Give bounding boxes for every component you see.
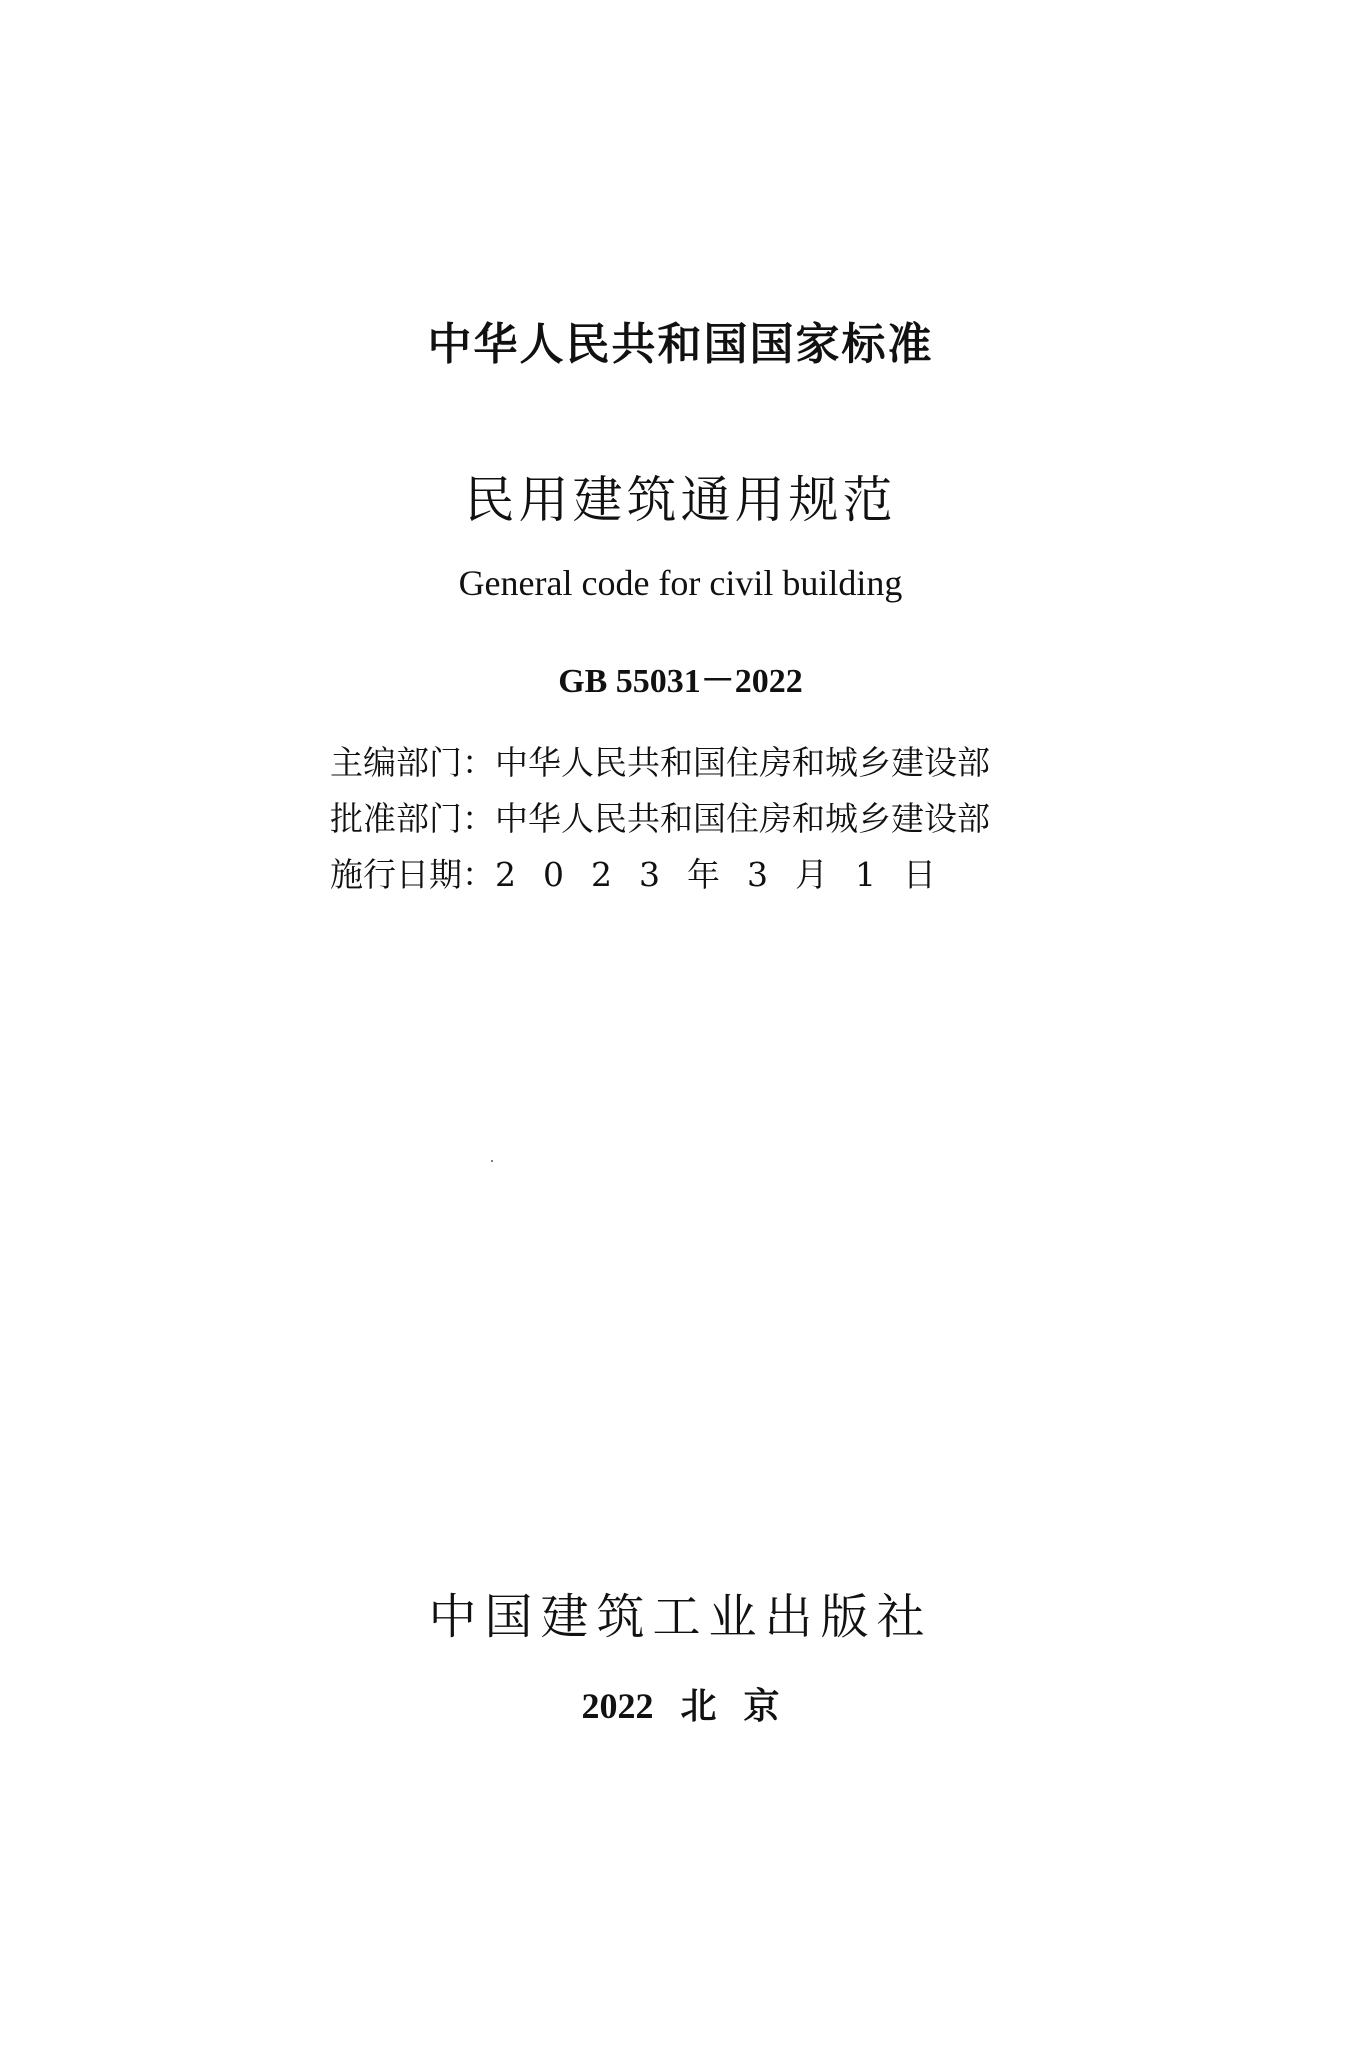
scan-speck bbox=[491, 1160, 493, 1162]
effective-date-row bbox=[330, 847, 1090, 903]
approved-by-row bbox=[330, 791, 1090, 847]
standard-info-block bbox=[330, 735, 1090, 903]
english-title: General code for civil building bbox=[458, 563, 903, 603]
publisher-name: 中国建筑工业出版社 bbox=[428, 1589, 933, 1645]
chief-editor-value: 中华人民共和国住房和城乡建设部 bbox=[495, 743, 990, 782]
effective-date-value: 2023年3月1日 bbox=[495, 855, 963, 894]
national-standard-heading: 中华人民共和国国家标准 bbox=[427, 319, 934, 370]
publication-year-place: 2022 北 京 bbox=[581, 1686, 780, 1726]
effective-date-label: 施行日期： bbox=[330, 855, 495, 894]
chinese-title: 民用建筑通用规范 bbox=[464, 471, 897, 529]
approved-by-value: 中华人民共和国住房和城乡建设部 bbox=[495, 799, 990, 838]
standard-code-number: GB 55031－2022 bbox=[558, 663, 803, 700]
chief-editor-label: 主编部门： bbox=[330, 743, 495, 782]
approved-by-label: 批准部门： bbox=[330, 799, 495, 838]
chief-editor-row bbox=[330, 735, 1090, 791]
